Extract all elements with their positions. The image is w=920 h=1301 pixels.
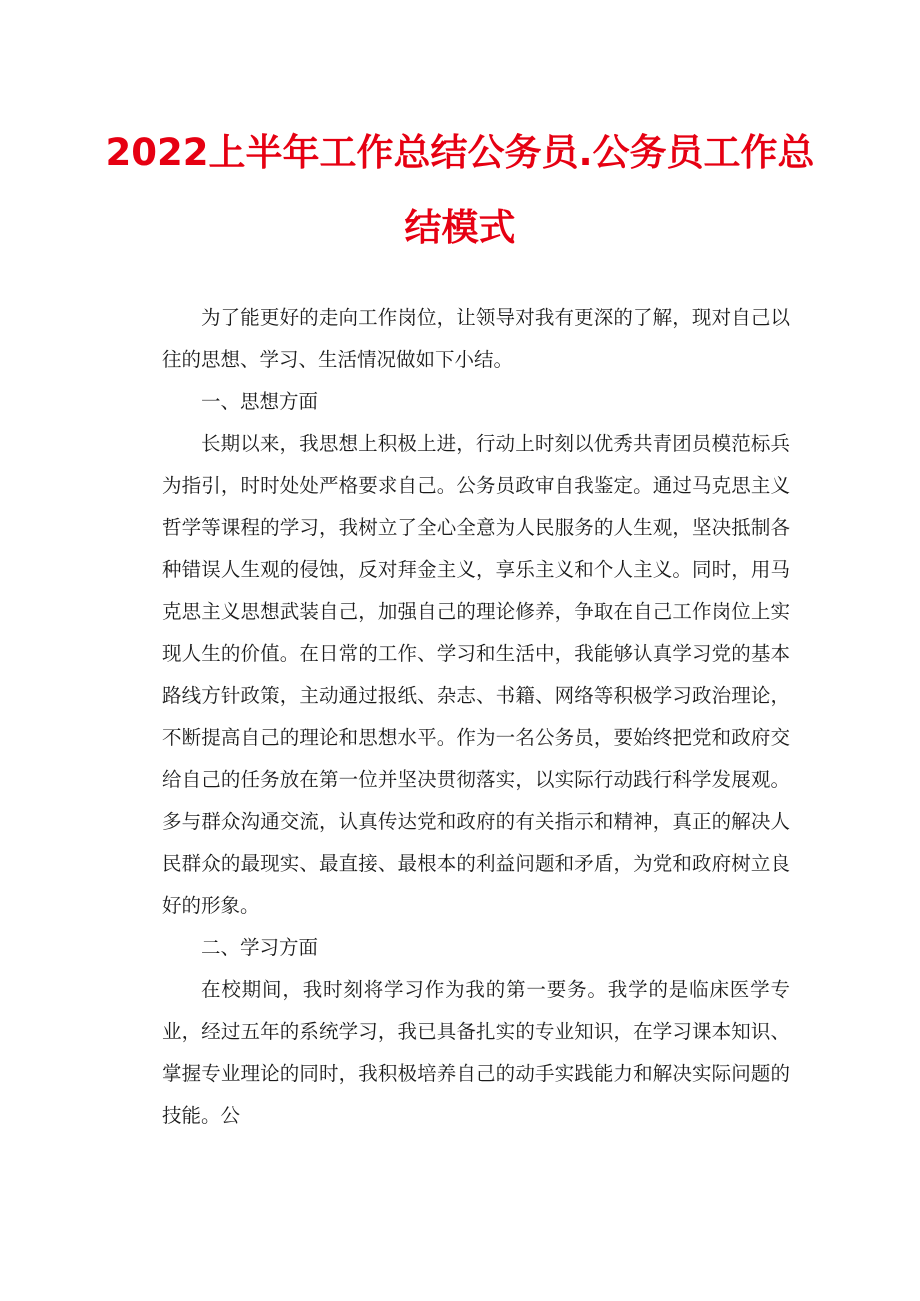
section1-paragraph: 长期以来，我思想上积极上进，行动上时刻以优秀共青团员模范标兵为指引，时时处处严格要求自己。公务员政审自我鉴定。通过马克思主义哲学等课程的学习，我树立了全心全意为人民服务的人生观，坚决抵制各种错误人生观的侵蚀，反对拜金主义，享乐主义和个人主义。同时，用马克思主义思想武装自己，加强自己的理论修养，争取在自己工作岗位上实现人生的价值。在日常的工作、学习和生活中，我能够认真学习党的基本路线方针政策，主动通过报纸、杂志、书籍、网络等积极学习政治理论，不断提高自己的理论和思想水平。作为一名公务员，要始终把党和政府交给自己的任务放在第一位并坚决贯彻落实，以实际行动践行科学发展观。多与群众沟通交流，认真传达党和政府的有关指示和精神，真正的解决人民群众的最现实、最直接、最根本的利益问题和矛盾，为党和政府树立良好的形象。 — [162, 432, 790, 917]
document-title-line1: 2022上半年工作总结公务员.公务员工作总 — [105, 131, 815, 174]
section2-heading: 二、学习方面 — [201, 936, 319, 959]
document-title-line2: 结模式 — [404, 206, 516, 249]
intro-paragraph: 为了能更好的走向工作岗位，让领导对我有更深的了解，现对自己以往的思想、学习、生活情况做如下小结。 — [162, 306, 790, 371]
document-body — [162, 297, 790, 1137]
section1-heading: 一、思想方面 — [201, 390, 319, 413]
section2-paragraph: 在校期间，我时刻将学习作为我的第一要务。我学的是临床医学专业，经过五年的系统学习，我已具备扎实的专业知识，在学习课本知识、掌握专业理论的同时，我积极培养自己的动手实践能力和解决实际问题的技能。公 — [162, 978, 790, 1127]
